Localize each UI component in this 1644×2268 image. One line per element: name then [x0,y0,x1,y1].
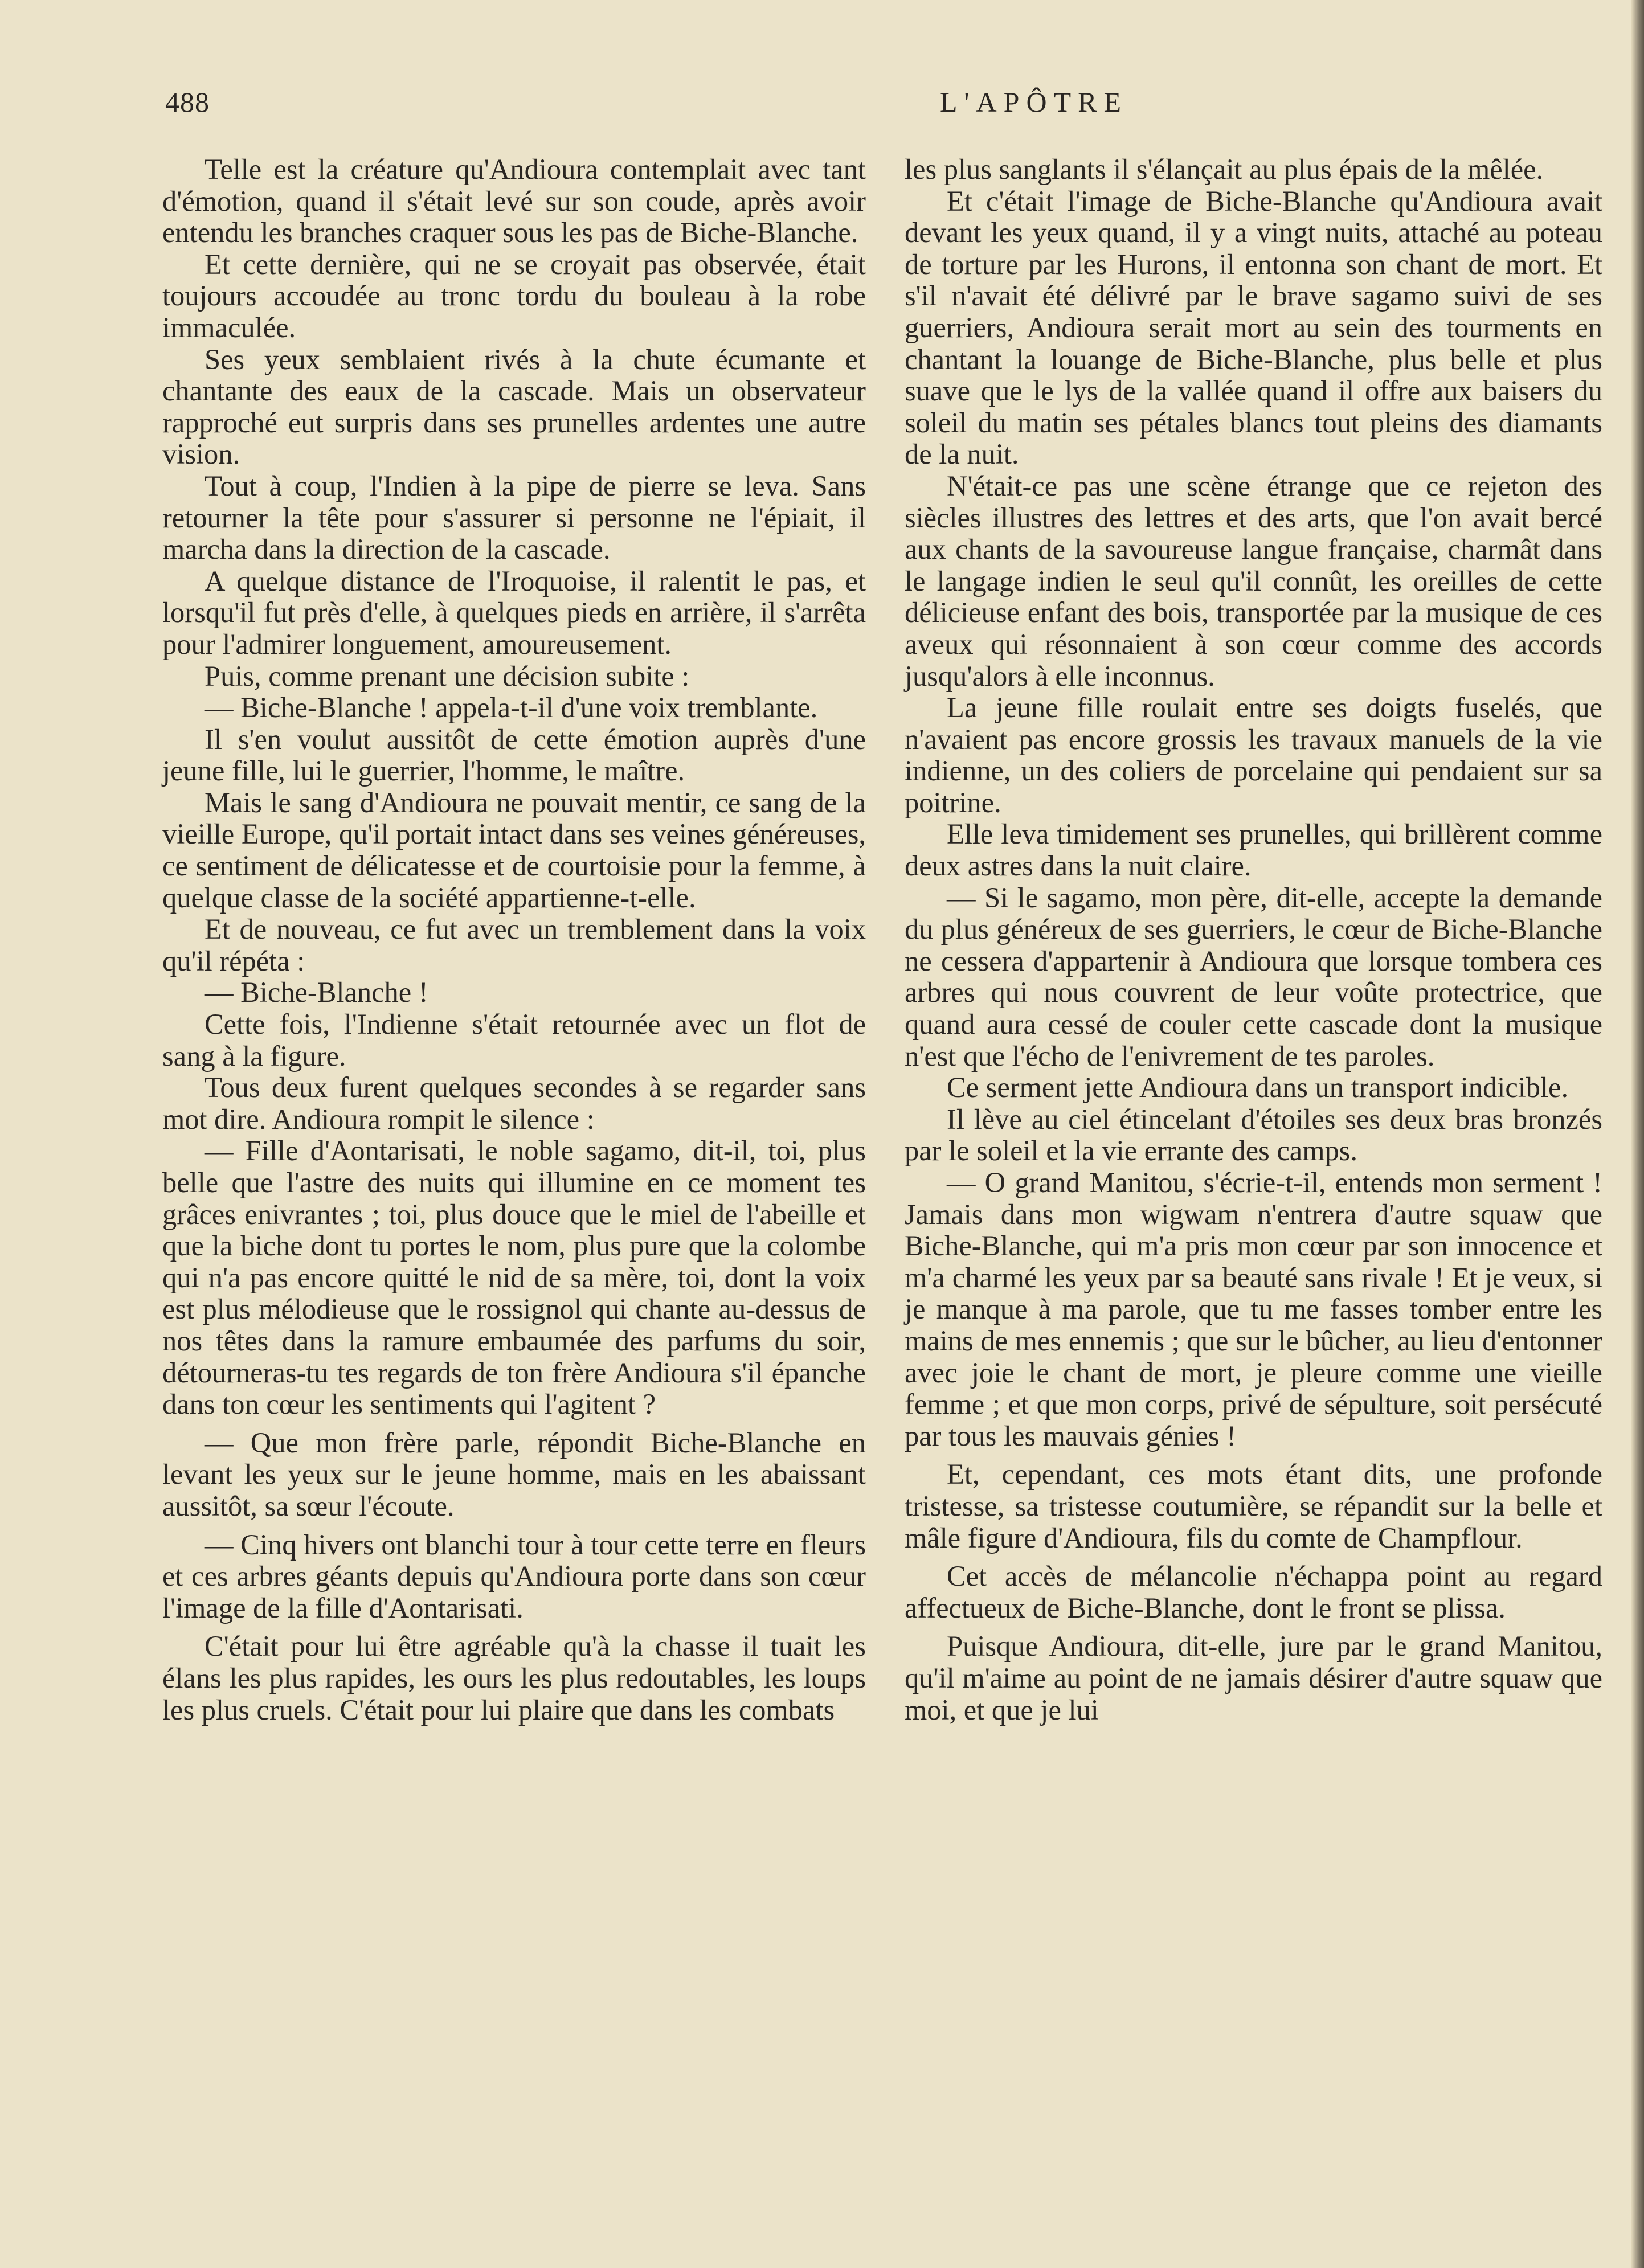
paragraph: Et, cependant, ces mots étant dits, une profonde tristesse, sa tristesse coutumière, se répandit sur la belle et mâle figure d'Andioura, fils du comte de Champflour. [905,1458,1602,1554]
paragraph: Mais le sang d'Andioura ne pouvait mentir, ce sang de la vieille Europe, qu'il portait intact dans ses veines généreuses, ce sentiment de délicatesse et de courtoisie pour la femme, à quelque classe de la société appartienne-t-elle. [162,786,866,914]
page-header [165,85,1601,125]
paragraph: Elle leva timidement ses prunelles, qui brillèrent comme deux astres dans la nuit claire. [905,818,1602,882]
paragraph: — Que mon frère parle, répondit Biche-Blanche en levant les yeux sur le jeune homme, mais en les abaissant aussitôt, sa sœur l'écoute. [162,1426,866,1522]
paragraph: Cette fois, l'Indienne s'était retournée avec un flot de sang à la figure. [162,1008,866,1072]
paragraph: C'était pour lui être agréable qu'à la chasse il tuait les élans les plus rapides, les ours les plus redoutables, les loups les plus cruels. C'était pour lui plaire que dans les combats [162,1630,866,1726]
paragraph: Ses yeux semblaient rivés à la chute écumante et chantante des eaux de la cascade. Mais un observateur rapproché eut surpris dans ses prunelles ardentes une autre vision. [162,343,866,470]
paragraph: Et c'était l'image de Biche-Blanche qu'Andioura avait devant les yeux quand, il y a vingt nuits, attaché au poteau de torture par les Hurons, il entonna son chant de mort. Et s'il n'avait été délivré par le brave sagamo suivi de ses guerriers, Andioura serait mort au sein des tourments en chantant la louange de Biche-Blanche, plus belle et plus suave que le lys de la vallée quand il offre aux baisers du soleil du matin ses pétales blancs tout pleins des diamants de la nuit. [905,185,1602,470]
page-edge-shadow [1631,0,1644,2268]
paragraph: Puisque Andioura, dit-elle, jure par le grand Manitou, qu'il m'aime au point de ne jamais désirer d'autre squaw que moi, et que je lui [905,1630,1602,1726]
paragraph: Tous deux furent quelques secondes à se regarder sans mot dire. Andioura rompit le silence : [162,1071,866,1135]
paragraph: Il lève au ciel étincelant d'étoiles ses deux bras bronzés par le soleil et la vie errante des camps. [905,1103,1602,1167]
paragraph-continued: les plus sanglants il s'élançait au plus épais de la mêlée. [905,153,1544,185]
paragraph: A quelque distance de l'Iroquoise, il ralentit le pas, et lorsqu'il fut près d'elle, à quelques pieds en arrière, il s'arrêta pour l'admirer longuement, amoureusement. [162,564,866,660]
running-title: L'APÔTRE [940,86,1128,118]
paragraph: Puis, comme prenant une décision subite : [205,660,690,692]
paragraph: — Biche-Blanche ! [205,976,428,1009]
right-column [905,154,1602,1726]
paragraph: Cet accès de mélancolie n'échappa point au regard affectueux de Biche-Blanche, dont le front se plissa. [905,1560,1602,1624]
paragraph: Ce serment jette Andioura dans un transport indicible. [947,1071,1569,1104]
paragraph: Tout à coup, l'Indien à la pipe de pierre se leva. Sans retourner la tête pour s'assurer si personne ne l'épiait, il marcha dans la direction de la cascade. [162,469,866,566]
paragraph: N'était-ce pas une scène étrange que ce rejeton des siècles illustres des lettres et des arts, que l'on avait bercé aux chants de la savoureuse langue française, charmât dans le langage indien le seul qu'il connût, les oreilles de cette délicieuse enfant des bois, transportée par la musique de ces aveux qui résonnaient à son cœur comme des accords jusqu'alors à elle inconnus. [905,469,1602,692]
paragraph: — Si le sagamo, mon père, dit-elle, accepte la demande du plus généreux de ses guerriers, le cœur de Biche-Blanche ne cessera d'appartenir à Andioura que lorsque tombera ces arbres qui nous couvrent de leur voûte protectrice, que quand aura cessé de couler cette cascade dont la musique n'est que l'écho de l'enivrement de tes paroles. [905,881,1602,1072]
paragraph: — Fille d'Aontarisati, le noble sagamo, dit-il, toi, plus belle que l'astre des nuits qui illumine en ce moment tes grâces enivrantes ; toi, plus douce que le miel de l'abeille et que la biche dont tu portes le nom, plus pure que la colombe qui n'a pas encore quitté le nid de sa mère, toi, dont la voix est plus mélodieuse que le rossignol qui chante au-dessus de nos têtes dans la ramure embaumée des parfums du soir, détourneras-tu tes regards de ton frère Andioura s'il épanche dans ton cœur les sentiments qui l'agitent ? [162,1135,866,1420]
paragraph: Telle est la créature qu'Andioura contemplait avec tant d'émotion, quand il s'était levé sur son coude, après avoir entendu les branches craquer sous les pas de Biche-Blanche. [162,153,866,249]
left-column [162,154,866,1726]
paragraph: — O grand Manitou, s'écrie-t-il, entends mon serment ! Jamais dans mon wigwam n'entrera d'autre squaw que Biche-Blanche, qui m'a pris mon cœur par son innocence et m'a charmé les yeux par sa beauté sans rivale ! Et je veux, si je manque à ma parole, que tu me fasses tomber entre les mains de mes ennemis ; que sur le bûcher, au lieu d'entonner avec joie le chant de mort, je pleure comme une vieille femme ; et que mon corps, privé de sépulture, soit persécuté par tous les mauvais génies ! [905,1166,1602,1452]
paragraph: — Cinq hivers ont blanchi tour à tour cette terre en fleurs et ces arbres géants depuis qu'Andioura porte dans son cœur l'image de la fille d'Aontarisati. [162,1528,866,1624]
paragraph: Il s'en voulut aussitôt de cette émotion auprès d'une jeune fille, lui le guerrier, l'homme, le maître. [162,723,866,787]
paragraph: Et de nouveau, ce fut avec un tremblement dans la voix qu'il répéta : [162,913,866,977]
paragraph: — Biche-Blanche ! appela-t-il d'une voix tremblante. [205,691,818,724]
paragraph: Et cette dernière, qui ne se croyait pas observée, était toujours accoudée au tronc tordu du bouleau à la robe immaculée. [162,248,866,343]
page-number: 488 [165,86,210,118]
paragraph: La jeune fille roulait entre ses doigts fuselés, que n'avaient pas encore grossis les travaux manuels de la vie indienne, un des coliers de porcelaine qui pendaient sur sa poitrine. [905,691,1602,818]
